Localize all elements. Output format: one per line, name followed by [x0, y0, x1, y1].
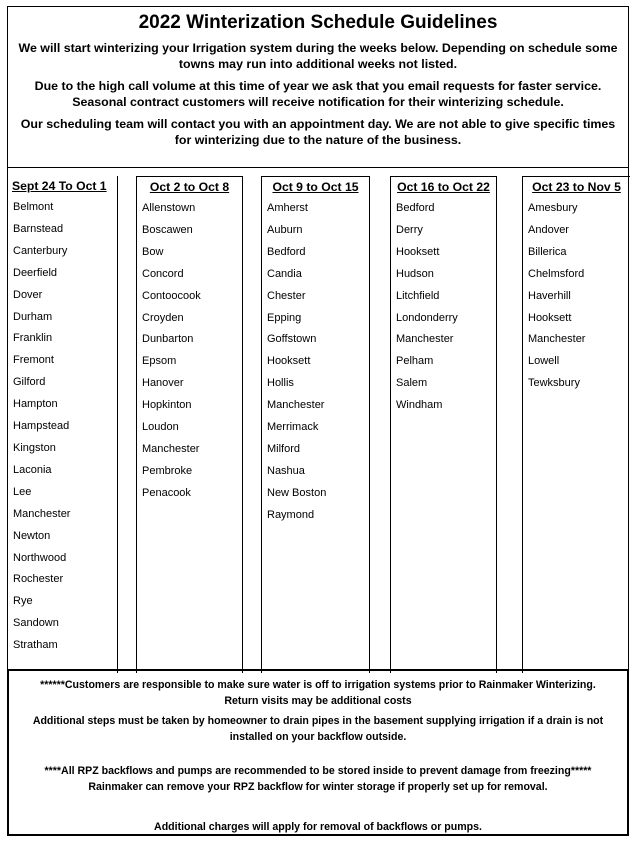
footer-charges-note: Additional charges will apply for removal of backflows or pumps. — [154, 821, 482, 833]
footer-rpz-storage-note: ****All RPZ backflows and pumps are recommended to be stored inside to prevent damage from freezing***** — [44, 765, 592, 777]
footer-notes-box — [7, 669, 629, 836]
page-title: 2022 Winterization Schedule Guidelines — [138, 12, 498, 33]
town-item: Hudson — [396, 267, 434, 280]
town-item: Nashua — [267, 464, 305, 477]
town-item: Franklin — [13, 332, 53, 345]
town-item: Raymond — [267, 508, 315, 521]
town-item: Deerfield — [13, 266, 58, 279]
town-item: Pembroke — [142, 464, 193, 477]
town-item: Contoocook — [142, 289, 201, 302]
town-item: Loudon — [142, 421, 179, 434]
week-column-3 — [261, 176, 370, 673]
town-item: Hopkinton — [142, 399, 192, 412]
town-item: Hooksett — [267, 355, 311, 368]
town-item: Manchester — [267, 399, 325, 412]
town-item: Belmont — [13, 201, 54, 213]
town-item: Goffstown — [267, 333, 317, 346]
week-heading: Oct 2 to Oct 8 — [149, 180, 230, 194]
town-item: Rochester — [13, 573, 64, 586]
town-item: Salem — [396, 377, 428, 390]
town-item: Lee — [13, 485, 32, 498]
schedule-sheet — [7, 6, 629, 836]
town-item: Sandown — [13, 617, 59, 630]
town-item: Andover — [528, 223, 569, 236]
town-item: Amherst — [267, 202, 308, 214]
week-column-2 — [136, 176, 243, 673]
footer-return-visits-note: Return visits may be additional costs — [224, 695, 412, 707]
town-item: Chelmsford — [528, 267, 585, 280]
town-item: Amesbury — [528, 202, 578, 214]
week-column-5 — [522, 176, 630, 673]
footer-rpz-removal-note: Rainmaker can remove your RPZ backflow for winter storage if properly set up for removal. — [88, 781, 548, 793]
town-item: Canterbury — [13, 244, 68, 257]
week-heading: Oct 23 to Nov 5 — [532, 180, 621, 194]
town-item: Bedford — [396, 202, 435, 214]
town-item: Manchester — [13, 507, 71, 520]
email-paragraph: Due to the high call volume at this time of year we ask that you email requests for faster service. Seasonal contract customers will receive notification for their winterizing schedule. — [34, 79, 602, 109]
town-item: Kingston — [13, 441, 56, 454]
footer-water-off-note: ******Customers are responsible to make sure water is off to irrigation systems prior to Rainmaker Winterizing. — [40, 679, 596, 691]
town-item: Croyden — [142, 311, 184, 324]
town-item: Hooksett — [528, 311, 572, 324]
town-item: Hollis — [267, 377, 294, 390]
footer-drain-pipes-note: Additional steps must be taken by homeowner to drain pipes in the basement supplying irrigation if a drain is not installed on your backflow outside. — [32, 715, 604, 743]
header-box — [7, 6, 629, 168]
town-item: Litchfield — [396, 289, 440, 302]
town-item: New Boston — [267, 486, 327, 499]
town-list — [8, 197, 117, 657]
town-item: Auburn — [267, 223, 303, 236]
town-item: Dunbarton — [142, 333, 194, 346]
town-item: Haverhill — [528, 289, 571, 302]
town-item: Boscawen — [142, 223, 193, 236]
town-item: Hampton — [13, 398, 58, 411]
town-item: Laconia — [13, 463, 52, 476]
town-item: Merrimack — [267, 421, 319, 434]
town-item: Manchester — [528, 333, 586, 346]
town-item: Epping — [267, 311, 302, 324]
town-item: Northwood — [13, 551, 67, 564]
appointment-paragraph: Our scheduling team will contact you with an appointment day. We are not able to give specific times for winterizing due to the nature of the business. — [20, 117, 616, 147]
town-item: Gilford — [13, 376, 46, 389]
town-item: Rye — [13, 595, 33, 608]
town-item: Newton — [13, 529, 51, 542]
town-item: Derry — [396, 223, 423, 236]
town-list — [137, 198, 242, 505]
town-item: Bow — [142, 245, 164, 258]
town-item: Londonderry — [396, 311, 458, 324]
week-column-4 — [390, 176, 497, 673]
town-item: Hooksett — [396, 245, 440, 258]
town-item: Allenstown — [142, 202, 196, 214]
town-item: Manchester — [396, 333, 454, 346]
town-list — [523, 198, 630, 395]
town-item: Hanover — [142, 377, 184, 390]
town-item: Windham — [396, 399, 443, 412]
week-heading: Sept 24 To Oct 1 — [12, 179, 107, 193]
town-item: Durham — [13, 310, 53, 323]
schedule-columns — [7, 168, 629, 674]
town-item: Pelham — [396, 355, 434, 368]
town-item: Lowell — [528, 355, 560, 368]
town-item: Hampstead — [13, 420, 70, 433]
town-list — [262, 198, 369, 527]
week-heading: Oct 16 to Oct 22 — [397, 180, 490, 194]
town-item: Bedford — [267, 245, 306, 258]
town-item: Barnstead — [13, 222, 64, 235]
intro-paragraph: We will start winterizing your Irrigation system during the weeks below. Depending on schedule some towns may run into additional weeks not listed. — [18, 41, 618, 71]
town-list — [391, 198, 496, 417]
town-item: Manchester — [142, 442, 200, 455]
week-heading: Oct 9 to Oct 15 — [272, 180, 359, 194]
town-item: Fremont — [13, 354, 54, 367]
town-item: Stratham — [13, 639, 58, 652]
week-column-1 — [8, 176, 118, 673]
town-item: Chester — [267, 289, 306, 302]
town-item: Concord — [142, 267, 184, 280]
town-item: Penacook — [142, 486, 191, 499]
town-item: Milford — [267, 442, 301, 455]
town-item: Candia — [267, 267, 302, 280]
town-item: Tewksbury — [528, 377, 580, 390]
town-item: Billerica — [528, 245, 567, 258]
town-item: Dover — [13, 288, 43, 301]
town-item: Epsom — [142, 355, 177, 368]
